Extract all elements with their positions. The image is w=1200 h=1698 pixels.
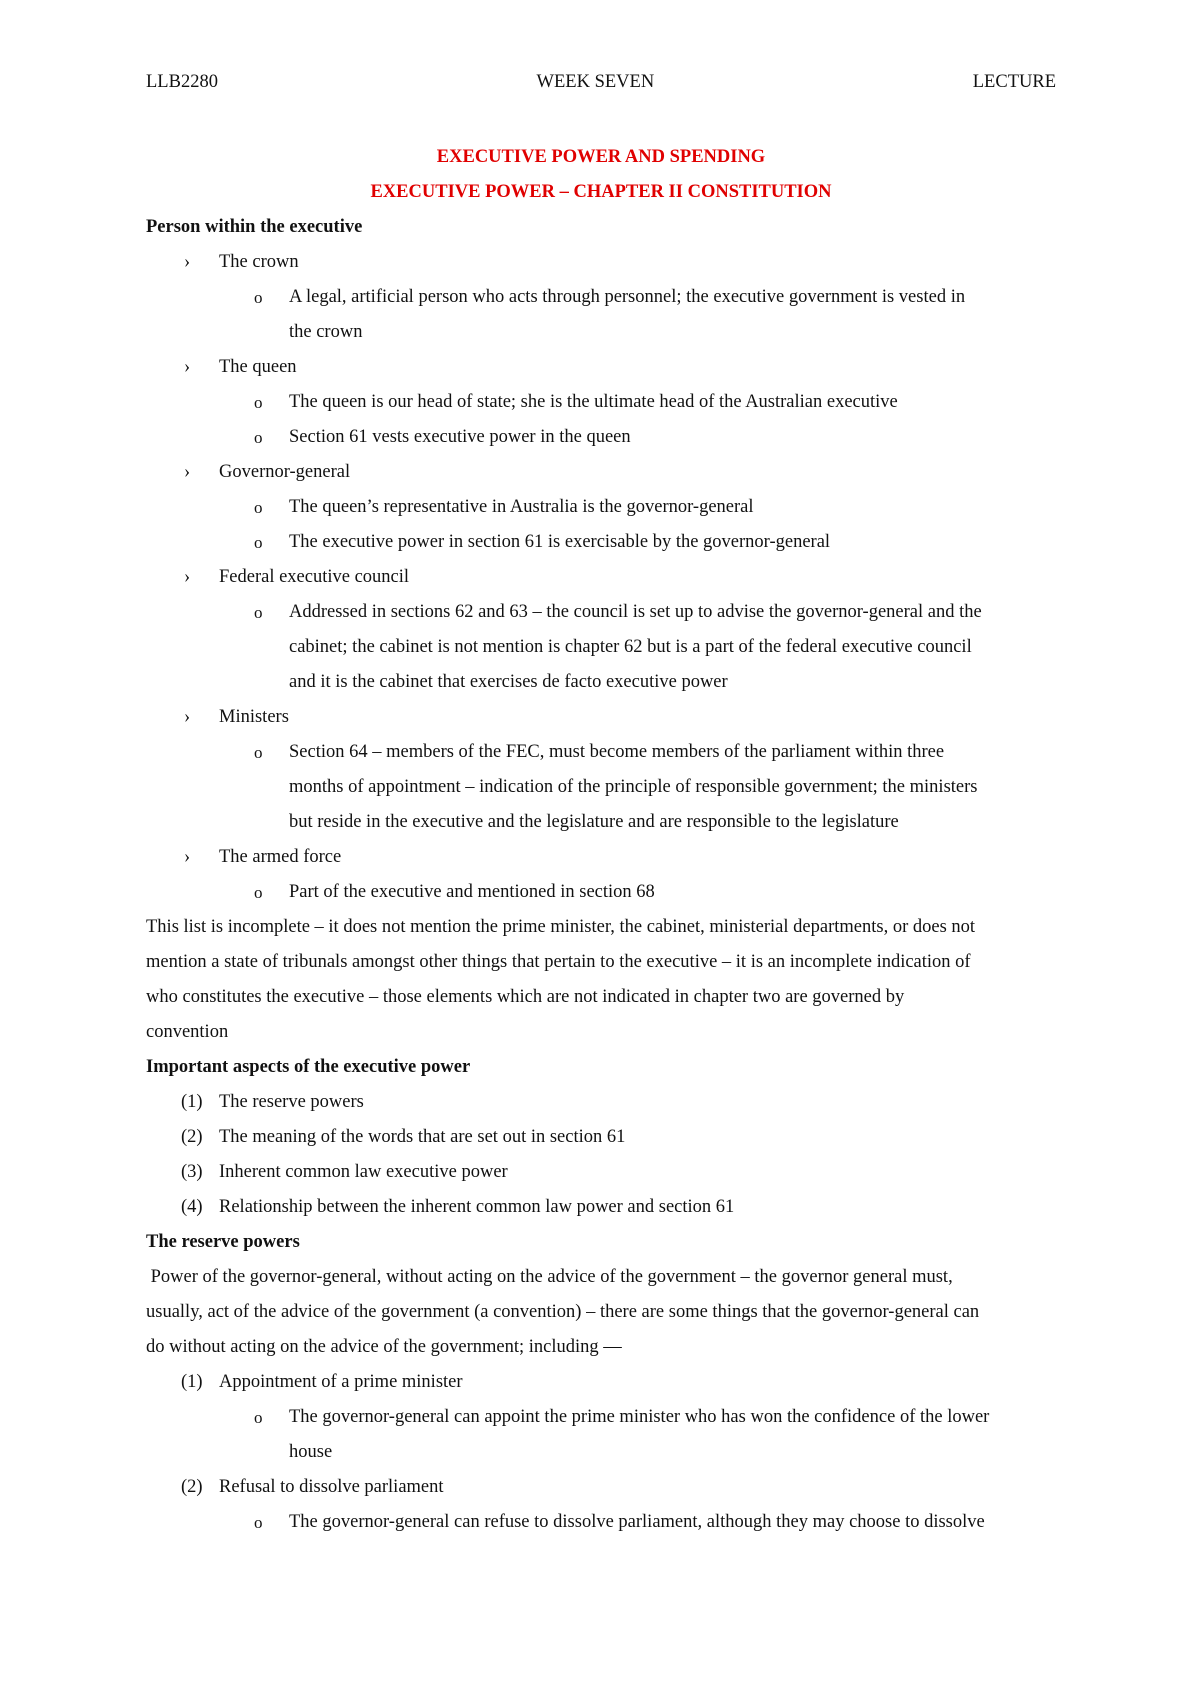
- paragraph-line: who constitutes the executive – those elements which are not indicated in chapter two are governed by: [146, 987, 905, 1007]
- numbered-item: (1) Appointment of a prime minister: [181, 1372, 463, 1392]
- sub-bullet-continuation: cabinet; the cabinet is not mention is chapter 62 but is a part of the federal executive council: [289, 637, 972, 657]
- section-heading: The reserve powers: [146, 1232, 300, 1252]
- numbered-item: (4) Relationship between the inherent common law power and section 61: [181, 1197, 735, 1217]
- sub-bullet-item: o A legal, artificial person who acts through personnel; the executive government is vested in: [146, 280, 1056, 315]
- paragraph-line: usually, act of the advice of the government (a convention) – there are some things that the governor-general can: [146, 1302, 980, 1322]
- course-code: LLB2280: [146, 72, 218, 92]
- document-body: [146, 140, 1056, 1540]
- circle-bullet-icon: o: [254, 428, 263, 447]
- paragraph-line: mention a state of tribunals amongst other things that pertain to the executive – it is an incomplete indication of: [146, 952, 971, 972]
- page-header: [146, 72, 1056, 93]
- paragraph-line: Power of the governor-general, without acting on the advice of the government – the governor general must,: [146, 1267, 953, 1287]
- paragraph-line: This list is incomplete – it does not mention the prime minister, the cabinet, ministerial departments, or does not: [146, 917, 976, 937]
- bullet-item: › The armed force: [146, 840, 1056, 875]
- doc-type: LECTURE: [972, 72, 1056, 92]
- paragraph-line: convention: [146, 1022, 229, 1042]
- circle-bullet-icon: o: [254, 1408, 263, 1427]
- sub-bullet-item: o The governor-general can appoint the prime minister who has won the confidence of the lower: [146, 1400, 1056, 1435]
- sub-bullet-continuation: but reside in the executive and the legislature and are responsible to the legislature: [289, 812, 899, 832]
- sub-bullet-item: o The executive power in section 61 is exercisable by the governor-general: [146, 525, 1056, 560]
- bullet-item: › Federal executive council: [146, 560, 1056, 595]
- numbered-item: (3) Inherent common law executive power: [181, 1162, 508, 1182]
- circle-bullet-icon: o: [254, 498, 263, 517]
- bullet-item: › The queen: [146, 350, 1056, 385]
- arrow-bullet-icon: ›: [184, 567, 191, 587]
- paragraph-line: do without acting on the advice of the government; including —: [146, 1337, 622, 1357]
- sub-bullet-item: o Part of the executive and mentioned in section 68: [146, 875, 1056, 910]
- bullet-item: › The crown: [146, 245, 1056, 280]
- sub-bullet-continuation: months of appointment – indication of the principle of responsible government; the ministers: [289, 777, 978, 797]
- sub-title: EXECUTIVE POWER – CHAPTER II CONSTITUTION: [370, 182, 832, 202]
- sub-bullet-continuation: the crown: [289, 322, 363, 342]
- section-heading: Important aspects of the executive power: [146, 1057, 471, 1077]
- circle-bullet-icon: o: [254, 288, 263, 307]
- sub-bullet-item: o The queen’s representative in Australia is the governor-general: [146, 490, 1056, 525]
- bullet-item: › Ministers: [146, 700, 1056, 735]
- sub-bullet-item: o Addressed in sections 62 and 63 – the council is set up to advise the governor-general and the: [146, 595, 1056, 630]
- sub-bullet-continuation: house: [289, 1442, 333, 1462]
- circle-bullet-icon: o: [254, 533, 263, 552]
- arrow-bullet-icon: ›: [184, 357, 191, 377]
- circle-bullet-icon: o: [254, 603, 263, 622]
- bullet-item: › Governor-general: [146, 455, 1056, 490]
- circle-bullet-icon: o: [254, 393, 263, 412]
- circle-bullet-icon: o: [254, 743, 263, 762]
- sub-bullet-item: o The governor-general can refuse to dissolve parliament, although they may choose to dissolve: [146, 1505, 1056, 1540]
- sub-bullet-item: o Section 61 vests executive power in the queen: [146, 420, 1056, 455]
- circle-bullet-icon: o: [254, 883, 263, 902]
- sub-bullet-continuation: and it is the cabinet that exercises de facto executive power: [289, 672, 728, 692]
- main-title: EXECUTIVE POWER AND SPENDING: [436, 147, 766, 167]
- arrow-bullet-icon: ›: [184, 707, 191, 727]
- arrow-bullet-icon: ›: [184, 252, 191, 272]
- sub-bullet-item: o Section 64 – members of the FEC, must become members of the parliament within three: [146, 735, 1056, 770]
- numbered-item: (1) The reserve powers: [181, 1092, 364, 1112]
- section-heading: Person within the executive: [146, 217, 363, 237]
- sub-bullet-item: o The queen is our head of state; she is the ultimate head of the Australian executive: [146, 385, 1056, 420]
- arrow-bullet-icon: ›: [184, 462, 191, 482]
- numbered-item: (2) The meaning of the words that are set out in section 61: [181, 1127, 626, 1147]
- numbered-item: (2) Refusal to dissolve parliament: [181, 1477, 444, 1497]
- arrow-bullet-icon: ›: [184, 847, 191, 867]
- circle-bullet-icon: o: [254, 1513, 263, 1532]
- week-label: WEEK SEVEN: [536, 72, 655, 92]
